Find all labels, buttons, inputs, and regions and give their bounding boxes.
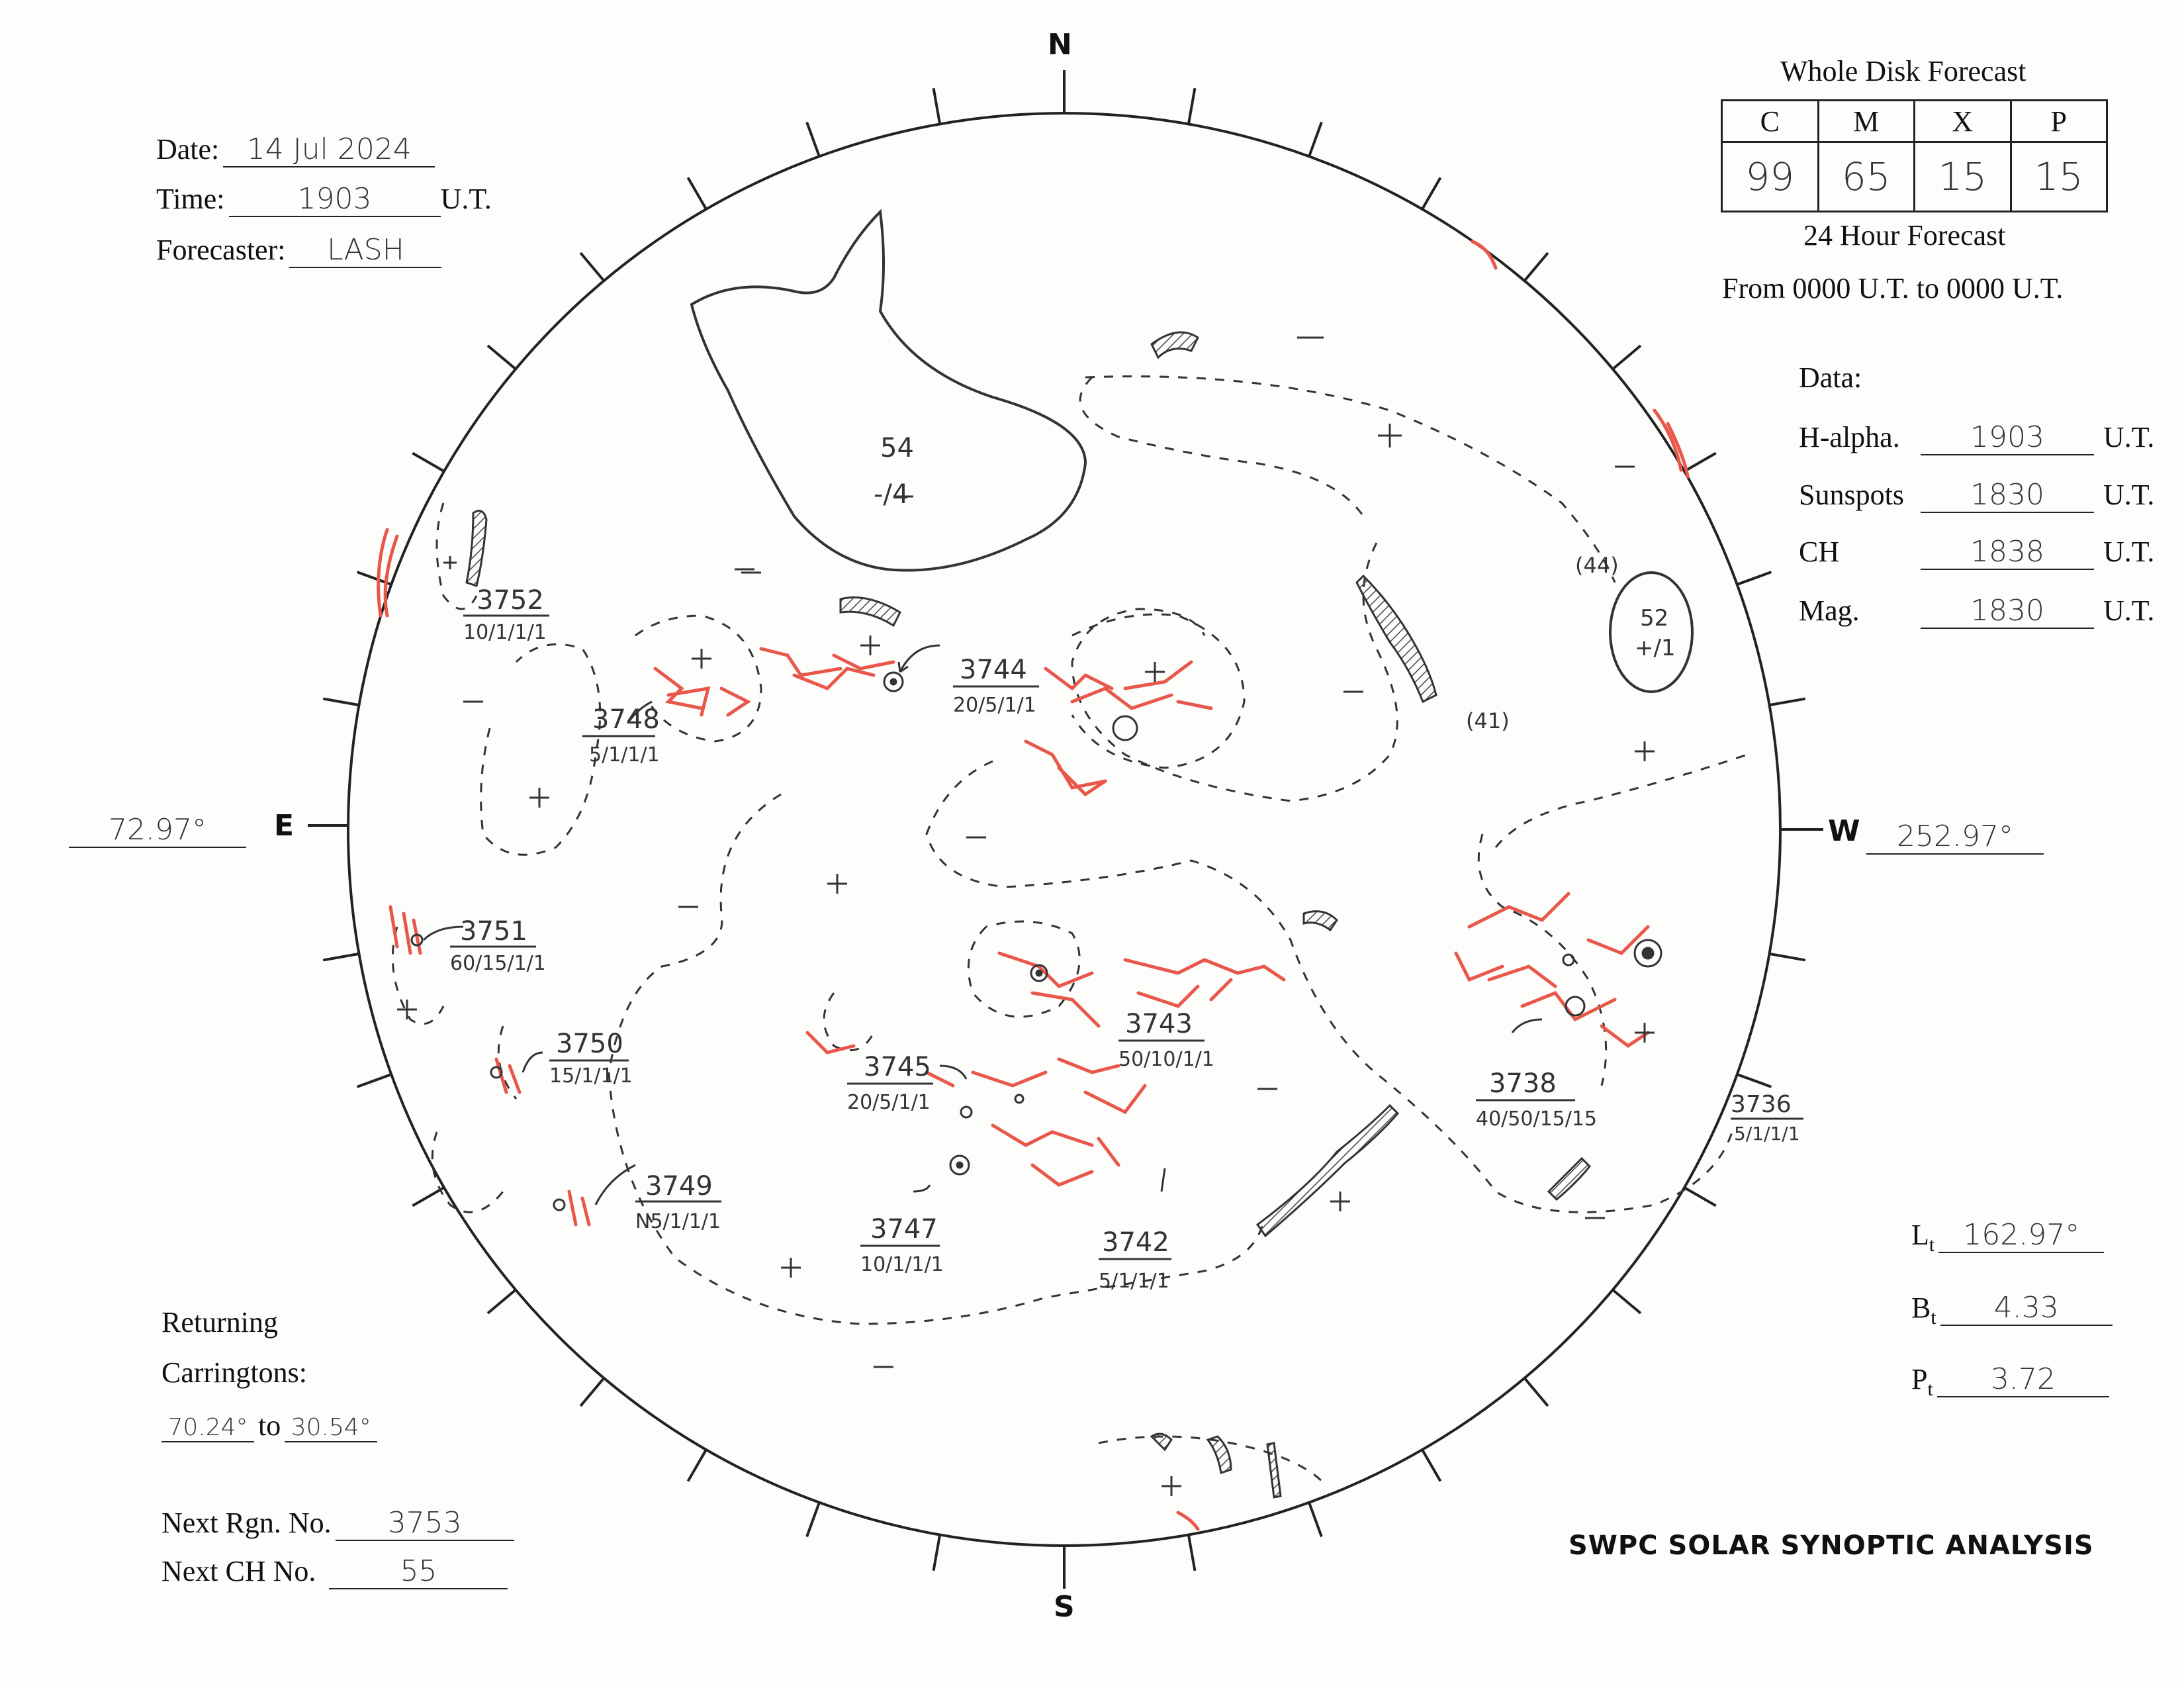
region-3743-codes: 50/10/1/1 (1118, 1048, 1214, 1071)
region-3752-number: 3752 (477, 585, 544, 616)
data-row-unit: U.T. (2103, 594, 2155, 627)
lt-label: $L_t$ (1911, 1219, 1935, 1256)
limb-tick (412, 1188, 444, 1206)
lt-field[interactable] (1938, 1218, 2104, 1253)
data-row-value: 1838 (1970, 535, 2044, 569)
limb-tick (323, 954, 359, 961)
region-3750-number: 3750 (556, 1029, 623, 1059)
lt-row (1911, 1218, 2104, 1256)
next-ch-row (161, 1554, 508, 1589)
filaments (467, 332, 1590, 1497)
region-3744-number: 3744 (960, 655, 1027, 685)
data-label: Data: (1799, 361, 1862, 394)
limb-tick (1684, 1188, 1716, 1206)
data-row-unit: U.T. (2103, 536, 2155, 568)
limb-tick (688, 177, 707, 209)
carringtons-line1: Returning (161, 1306, 278, 1338)
forecast-value-x[interactable]: 15 (1915, 142, 2011, 212)
compass-north: N (1048, 28, 1072, 62)
pt-field[interactable] (1937, 1362, 2109, 1397)
limb-tick (412, 453, 444, 472)
next-rgn-field[interactable] (336, 1506, 514, 1541)
limb-tick (1613, 1289, 1641, 1313)
pt-row (1911, 1362, 2109, 1401)
pt-subscript: t (1927, 1378, 1933, 1400)
limb-tick (1524, 1378, 1547, 1406)
region-3745-number: 3745 (864, 1052, 931, 1082)
carringtons-to: 30.54° (291, 1414, 371, 1441)
limb-tick (934, 1535, 940, 1571)
region-3742-codes: 5/1/1/1 (1099, 1270, 1169, 1293)
data-row-label: Mag. (1799, 594, 1860, 627)
region-3747-number: 3747 (870, 1214, 938, 1244)
region-3752-codes: 10/1/1/1 (463, 621, 547, 644)
forecast-value-p[interactable]: 15 (2011, 142, 2107, 212)
bt-value: 4.33 (1993, 1291, 2059, 1325)
date-label: Date: (156, 133, 220, 165)
forecast-col-c: C (1722, 101, 1819, 142)
time-label: Time: (156, 183, 225, 215)
region-3748-codes: 5/1/1/1 (589, 743, 660, 767)
lt-subscript: t (1929, 1233, 1935, 1256)
east-longitude-value: 72.97° (109, 813, 206, 847)
region-3745-codes: 20/5/1/1 (847, 1091, 931, 1114)
next-rgn-label: Next Rgn. No. (161, 1507, 332, 1539)
data-row-label: CH (1799, 536, 1840, 568)
forecast-col-m: M (1818, 101, 1915, 142)
data-row-label: H-alpha. (1799, 421, 1900, 453)
data-row-value: 1830 (1970, 478, 2044, 512)
forecast-col-x: X (1915, 101, 2011, 142)
compass-south: S (1054, 1590, 1075, 1624)
region-3747-codes: 10/1/1/1 (860, 1253, 944, 1276)
data-row-unit: U.T. (2103, 421, 2155, 453)
carringtons-to-field[interactable] (285, 1414, 377, 1442)
limb-ticks (323, 70, 1805, 1589)
next-rgn-value: 3753 (387, 1506, 462, 1540)
pt-label: $P_t$ (1911, 1363, 1933, 1400)
limb-tick (1737, 1074, 1772, 1087)
forecaster-label: Forecaster: (156, 234, 286, 266)
forecast-col-p: P (2011, 101, 2107, 142)
bt-field[interactable] (1940, 1291, 2113, 1326)
ch-54-number: 54 (880, 433, 914, 463)
lt-value: 162.97° (1963, 1218, 2080, 1252)
polarity-markers (397, 338, 1655, 1496)
neutral-lines (392, 377, 1747, 1483)
next-rgn-row (161, 1506, 514, 1541)
limb-tick (1309, 1503, 1322, 1537)
limb-tick (688, 1450, 707, 1481)
region-3751-codes: 60/15/1/1 (450, 952, 546, 975)
time-unit: U.T. (440, 183, 492, 215)
compass-east: E (274, 809, 295, 843)
data-row-label: Sunspots (1799, 479, 1904, 511)
ch-52-number: 52 (1640, 605, 1669, 632)
carringtons-from: 70.24° (167, 1414, 248, 1441)
limb-tick (807, 122, 819, 157)
limb-tick (1613, 346, 1641, 369)
limb-tick (934, 88, 940, 124)
time-value: 1903 (297, 182, 372, 216)
region-3738-number: 3738 (1489, 1068, 1557, 1099)
limb-tick (1524, 253, 1547, 281)
carringtons-range (161, 1409, 377, 1442)
carringtons-line2: Carringtons: (161, 1356, 307, 1389)
limb-tick (323, 699, 359, 706)
limb-tick (488, 346, 516, 369)
forecaster-value: LASH (327, 233, 404, 267)
region-3736-codes: 5/1/1/1 (1734, 1123, 1800, 1145)
limb-tick (1422, 1450, 1441, 1481)
data-row-value: 1903 (1970, 420, 2044, 454)
compass-west: W (1828, 814, 1860, 848)
limb-tick (1189, 1535, 1195, 1571)
disk-label-layer (450, 433, 1800, 1293)
ch-52-sign: +/1 (1635, 635, 1676, 661)
region-3742-number: 3742 (1102, 1227, 1169, 1258)
forecast-range: From 0000 U.T. to 0000 U.T. (1722, 272, 2064, 305)
carringtons-to-label: to (258, 1409, 281, 1442)
forecast-value-m[interactable]: 65 (1818, 142, 1915, 212)
bt-row (1911, 1291, 2113, 1329)
footer-title: SWPC SOLAR SYNOPTIC ANALYSIS (1569, 1530, 2094, 1561)
region-3738-codes: 40/50/15/15 (1476, 1107, 1598, 1131)
data-row-unit: U.T. (2103, 479, 2155, 511)
next-ch-field[interactable] (329, 1554, 508, 1589)
forecast-value-c[interactable]: 99 (1722, 142, 1819, 212)
date-value: 14 Jul 2024 (246, 132, 412, 166)
region-3748-number: 3748 (592, 704, 660, 735)
west-longitude-value: 252.97° (1897, 820, 2013, 853)
region-3751-number: 3751 (460, 916, 527, 947)
limb-tick (1309, 122, 1322, 157)
next-ch-value: 55 (400, 1554, 437, 1588)
coronal-hole-54 (692, 212, 1085, 571)
plage-areas (390, 649, 1648, 1225)
region-3750-codes: 15/1/1/1 (549, 1064, 633, 1088)
region-3743-number: 3743 (1125, 1009, 1193, 1039)
filament-note-44: (44) (1575, 553, 1619, 578)
bt-label: $B_t$ (1911, 1291, 1936, 1329)
limb-tick (580, 253, 604, 281)
next-ch-label: Next CH No. (161, 1555, 316, 1587)
carringtons-from-field[interactable] (161, 1414, 254, 1442)
region-3744-codes: 20/5/1/1 (953, 694, 1036, 717)
region-3749-codes: N5/1/1/1 (635, 1210, 721, 1233)
bt-subscript: t (1931, 1306, 1936, 1329)
limb-tick (807, 1503, 819, 1537)
limb-tick (1189, 88, 1195, 124)
limb-tick (1684, 453, 1716, 472)
region-3736-number: 3736 (1731, 1091, 1792, 1118)
disk-limb (348, 113, 1780, 1546)
region-3749-number: 3749 (645, 1171, 713, 1201)
limb-tick (580, 1378, 604, 1406)
forecast-title: Whole Disk Forecast (1780, 55, 2026, 87)
forecast-subtitle: 24 Hour Forecast (1803, 219, 2006, 252)
filament-note-41: (41) (1466, 708, 1510, 733)
limb-tick (1770, 699, 1805, 706)
ch-54-sign: -/4 (874, 479, 909, 510)
data-row-value: 1830 (1970, 594, 2044, 628)
coronal-hole-52 (1610, 573, 1692, 692)
limb-tick (1422, 177, 1441, 209)
limb-tick (357, 1074, 392, 1087)
limb-tick (1737, 572, 1772, 585)
limb-tick (1770, 954, 1805, 961)
limb-tick (488, 1289, 516, 1313)
pt-value: 3.72 (1990, 1362, 2056, 1396)
